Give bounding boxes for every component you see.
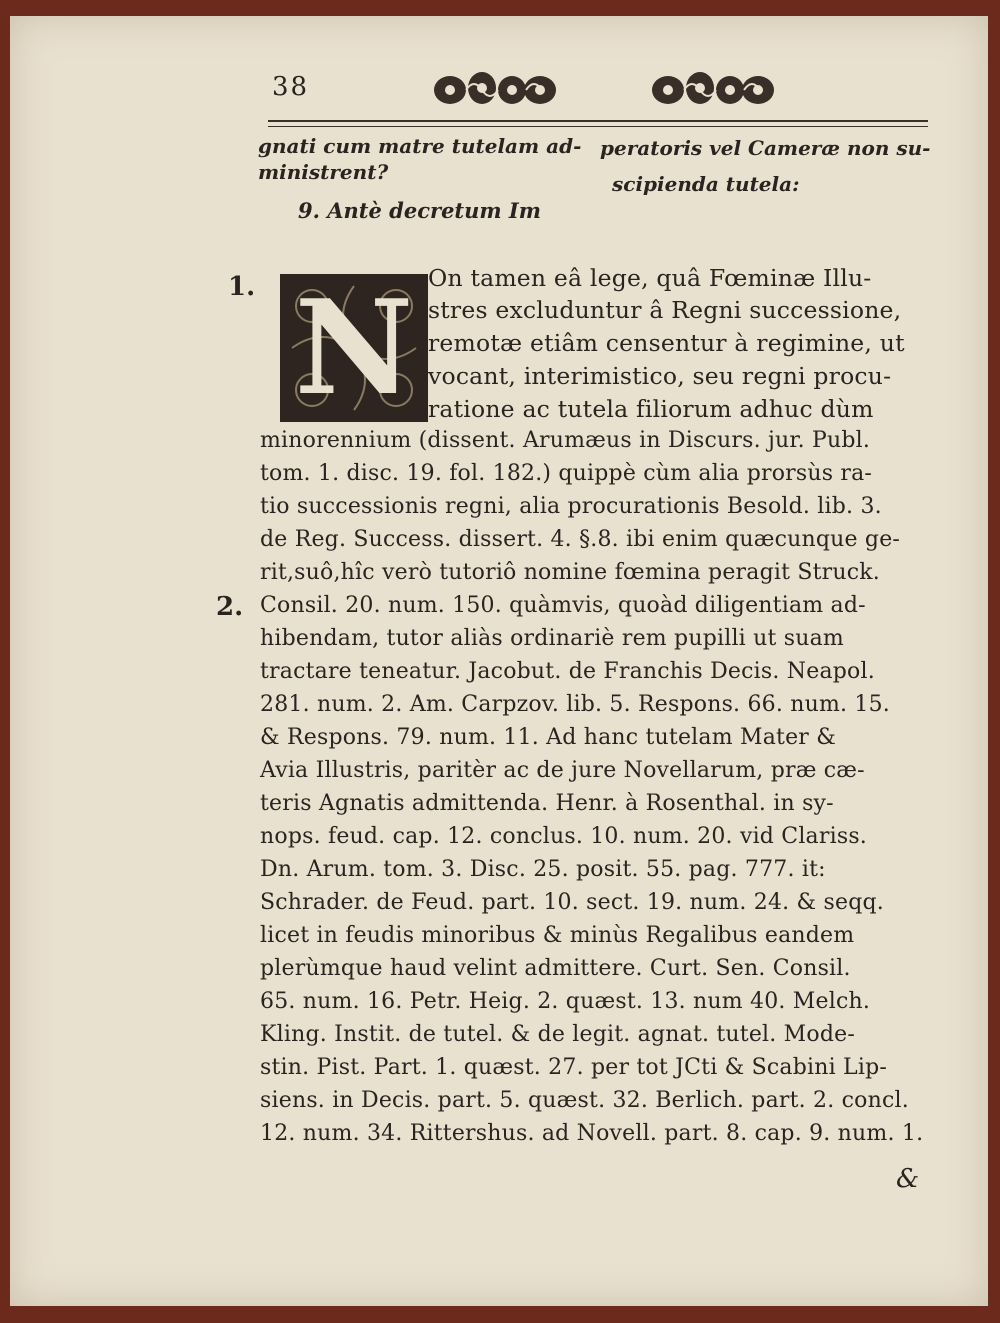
summary-line: gnati cum matre tutelam ad- xyxy=(258,134,582,158)
text-line: vocant, interimistico, seu regni procu- xyxy=(428,362,892,390)
text-line: remotæ etiâm censentur à regimine, ut xyxy=(428,329,905,357)
decorated-initial xyxy=(280,271,428,424)
header-rule xyxy=(268,120,928,127)
ornament-right-icon xyxy=(648,68,778,112)
text-line: de Reg. Success. dissert. 4. §.8. ibi enim quæcunque ge- xyxy=(260,527,901,552)
text-line: ratione ac tutela filiorum adhuc dùm xyxy=(428,395,874,423)
text-line: licet in feudis minoribus & minùs Regalibus eandem xyxy=(260,923,855,948)
text-line: minorennium (dissent. Arumæus in Discurs. jur. Publ. xyxy=(260,428,871,453)
text-line: Avia Illustris, paritèr ac de jure Novellarum, præ cæ- xyxy=(260,758,865,783)
text-line: stin. Pist. Part. 1. quæst. 27. per tot JCti & Scabini Lip- xyxy=(260,1055,887,1080)
page-number: 38 xyxy=(272,72,310,102)
text-line: hibendam, tutor aliàs ordinariè rem pupilli ut suam xyxy=(260,626,844,651)
text-line: nops. feud. cap. 12. conclus. 10. num. 20. vid Clariss. xyxy=(260,824,867,849)
text-line: On tamen eâ lege, quâ Fœminæ Illu- xyxy=(428,264,872,292)
text-line: tio successionis regni, alia procurationis Besold. lib. 3. xyxy=(260,494,882,519)
summary-line: scipienda tutela: xyxy=(612,172,800,196)
text-line: 65. num. 16. Petr. Heig. 2. quæst. 13. num 40. Melch. xyxy=(260,989,871,1014)
text-line: Schrader. de Feud. part. 10. sect. 19. num. 24. & seqq. xyxy=(260,890,884,915)
book-page xyxy=(10,16,988,1306)
initial-letter: N xyxy=(294,271,414,424)
text-line: plerùmque haud velint admittere. Curt. Sen. Consil. xyxy=(260,956,851,981)
text-line: rit,suô,hîc verò tutoriô nomine fœmina peragit Struck. xyxy=(260,560,880,585)
catchword: & xyxy=(896,1164,920,1194)
text-line: stres excluduntur â Regni successione, xyxy=(428,296,902,324)
margin-number: 1. xyxy=(228,272,256,302)
summary-line: ministrent? xyxy=(258,160,389,184)
text-line: tom. 1. disc. 19. fol. 182.) quippè cùm alia prorsùs ra- xyxy=(260,461,873,486)
text-line: & Respons. 79. num. 11. Ad hanc tutelam Mater & xyxy=(260,725,836,750)
summary-line: 9. Antè decretum Im xyxy=(298,198,541,223)
text-line: Kling. Instit. de tutel. & de legit. agnat. tutel. Mode- xyxy=(260,1022,855,1047)
ornament-left-icon xyxy=(430,68,560,112)
text-line: Consil. 20. num. 150. quàmvis, quoàd diligentiam ad- xyxy=(260,593,866,618)
summary-line: peratoris vel Cameræ non su- xyxy=(600,136,931,160)
margin-number: 2. xyxy=(216,592,244,622)
text-line: teris Agnatis admittenda. Henr. à Rosenthal. in sy- xyxy=(260,791,834,816)
text-line: tractare teneatur. Jacobut. de Franchis Decis. Neapol. xyxy=(260,659,875,684)
text-line: 281. num. 2. Am. Carpzov. lib. 5. Respons. 66. num. 15. xyxy=(260,692,890,717)
text-line: 12. num. 34. Rittershus. ad Novell. part. 8. cap. 9. num. 1. xyxy=(260,1121,924,1146)
text-line: siens. in Decis. part. 5. quæst. 32. Berlich. part. 2. concl. xyxy=(260,1088,909,1113)
text-line: Dn. Arum. tom. 3. Disc. 25. posit. 55. pag. 777. it: xyxy=(260,857,826,882)
